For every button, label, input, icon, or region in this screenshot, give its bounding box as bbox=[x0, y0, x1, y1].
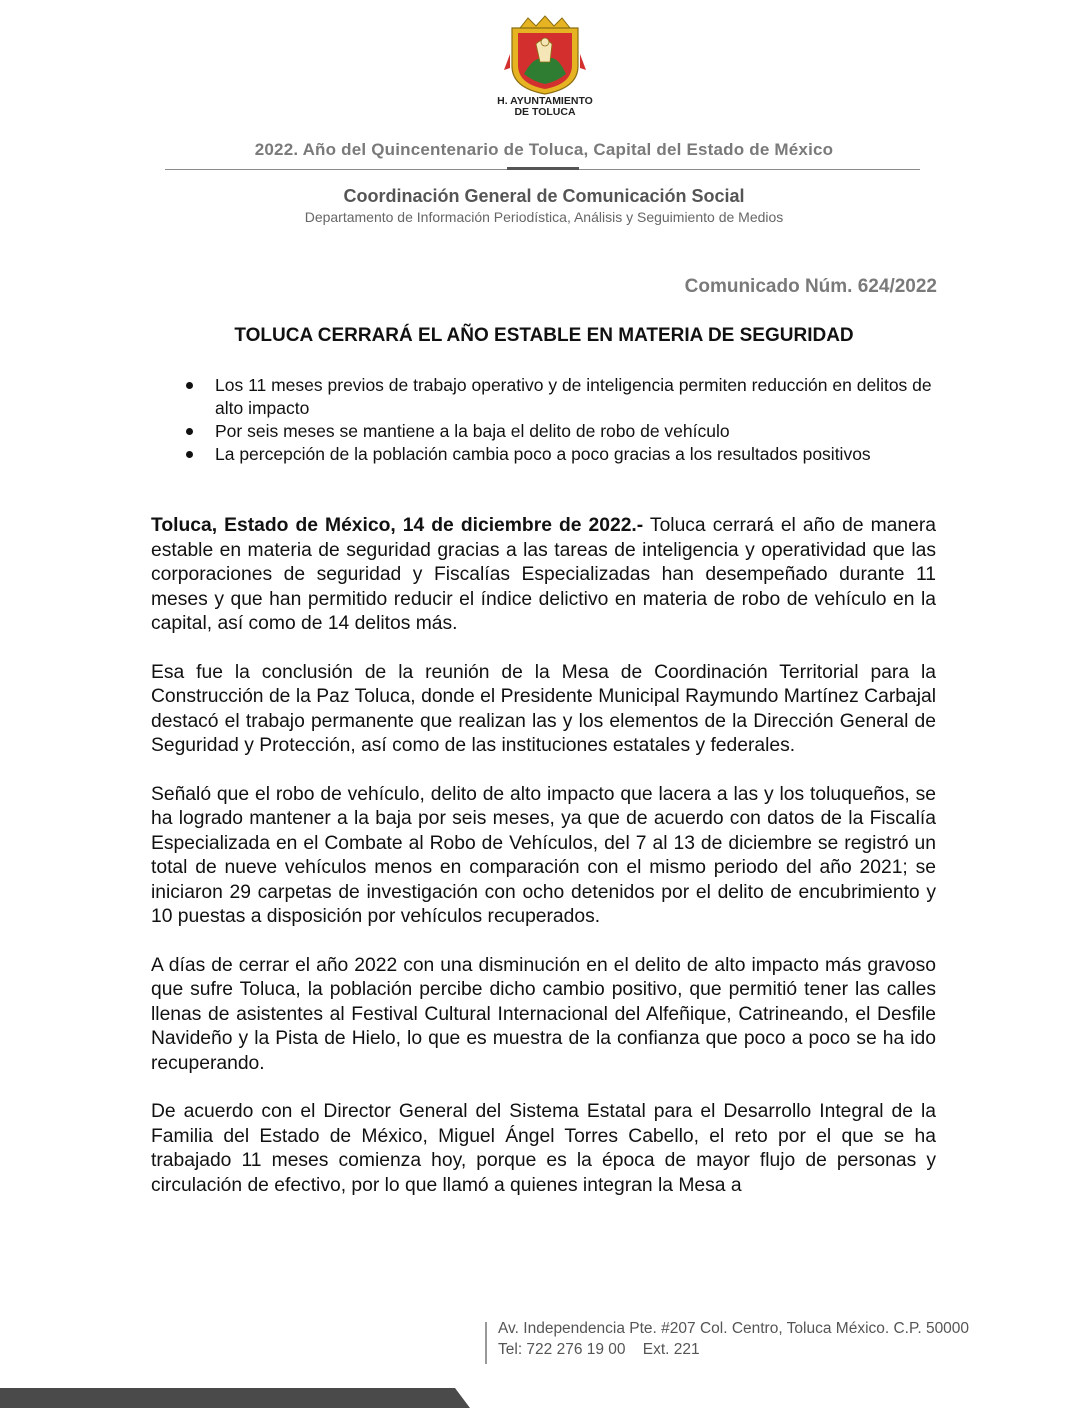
paragraph-3: Señaló que el robo de vehículo, delito de alto impacto que lacera a las y los toluqueños, se ha logrado mantener a la baja por seis meses, ya que de acuerdo con datos de la Fiscalía Especializada en el Combate al Robo de Vehículos, del 7 al 13 de diciembre se registró un total de nueve vehículos menos en comparación con el mismo periodo del año 2021; se iniciaron 29 carpetas de investigación con ocho detenidos por el delito de encubrimiento y 10 puestas a disposición por vehículos recuperados. bbox=[151, 783, 936, 927]
paragraph-1 bbox=[151, 514, 936, 637]
dateline: Toluca, Estado de México, 14 de diciembre de 2022.- bbox=[151, 515, 644, 536]
year-motto: 2022. Año del Quincentenario de Toluca, Capital del Estado de México bbox=[254, 140, 834, 159]
summary-bullets bbox=[186, 374, 936, 466]
headline: TOLUCA CERRARÁ EL AÑO ESTABLE EN MATERIA DE SEGURIDAD bbox=[234, 325, 854, 346]
release-number: Comunicado Núm. 624/2022 bbox=[684, 276, 937, 297]
logo-text-line1: H. AYUNTAMIENTO bbox=[497, 95, 593, 107]
header-divider-accent bbox=[507, 167, 579, 170]
logo-text-line2: DE TOLUCA bbox=[514, 106, 576, 118]
bullet-item: Los 11 meses previos de trabajo operativo y de inteligencia permiten reducción en delitos de alto impacto bbox=[186, 374, 936, 420]
paragraph-5: De acuerdo con el Director General del Sistema Estatal para el Desarrollo Integral de la Familia del Estado de México, Miguel Ángel Torres Cabello, el reto por el que se ha trabajado 11 meses comienza hoy, porque es la época de mayor flujo de personas y circulación de efectivo, por lo que llamó a quienes integran la Mesa a bbox=[151, 1101, 936, 1196]
logo-caption bbox=[480, 96, 610, 118]
footer-phone: Tel: 722 276 19 00 Ext. 221 bbox=[498, 1341, 700, 1358]
department-subtitle: Departamento de Información Periodística, Análisis y Seguimiento de Medios bbox=[304, 209, 784, 225]
bullet-item: La percepción de la población cambia poco a poco gracias a los resultados positivos bbox=[186, 443, 936, 466]
coat-of-arms-icon bbox=[480, 14, 610, 96]
footer-band bbox=[0, 1388, 1088, 1408]
footer-address: Av. Independencia Pte. #207 Col. Centro, Toluca México. C.P. 50000 bbox=[498, 1320, 970, 1337]
coordination-title: Coordinación General de Comunicación Social bbox=[343, 186, 745, 206]
bullet-item: Por seis meses se mantiene a la baja el delito de robo de vehículo bbox=[186, 420, 936, 443]
footer-divider bbox=[485, 1322, 487, 1364]
paragraph-2: Esa fue la conclusión de la reunión de la Mesa de Coordinación Territorial para la Construcción de la Paz Toluca, donde el Presidente Municipal Raymundo Martínez Carbajal destacó el trabajo permanente que realizan las y los elementos de la Dirección General de Seguridad y Protección, así como de las instituciones estatales y federales. bbox=[151, 661, 936, 756]
paragraph-4: A días de cerrar el año 2022 con una disminución en el delito de alto impacto más gravoso que sufre Toluca, la población percibe dicho cambio positivo, que permitió tener las calles llenas de asistentes al Festival Cultural Internacional del Alfeñique, Catrineando, el Desfile Navideño y la Pista de Hielo, lo que es muestra de la confianza que poco a poco se ha ido recuperando. bbox=[151, 954, 936, 1074]
paragraph-1-text: Toluca cerrará el año de manera estable en materia de seguridad gracias a las tareas de inteligencia y operatividad que las corporaciones de seguridad y Fiscalías Especializadas han desempeñado durante 11 meses y que han permitido reducir el índice delictivo en materia de robo de vehículo en la capital, así como de 14 delitos más. bbox=[151, 515, 936, 634]
article-body bbox=[151, 514, 936, 1222]
toluca-coat-of-arms-logo bbox=[480, 14, 610, 124]
